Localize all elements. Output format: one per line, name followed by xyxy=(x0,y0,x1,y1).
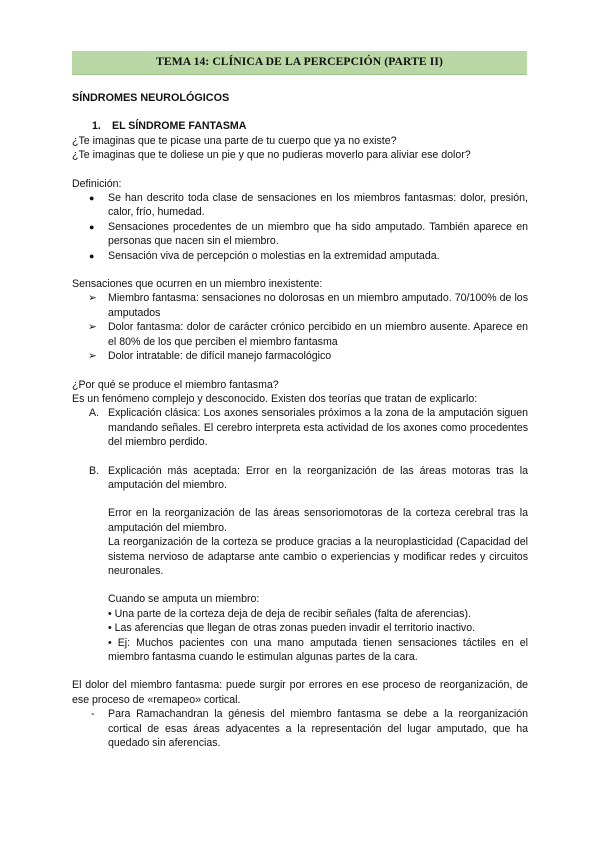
list-item xyxy=(72,220,528,249)
heading-number: 1. xyxy=(92,120,101,133)
list-item xyxy=(72,291,528,320)
list-item xyxy=(72,349,528,363)
bullet-icon: ● xyxy=(89,250,95,261)
list-item xyxy=(72,191,528,220)
arrow-icon: ➢ xyxy=(88,321,97,334)
intro-question: ¿Te imaginas que te picase una parte de tu cuerpo que ya no existe? xyxy=(72,134,397,147)
definition-label: Definición: xyxy=(72,177,122,190)
list-item-text: Explicación clásica: Los axones sensoriales próximos a la zona de la amputación siguen mandando señales. El cerebro interpreta esta actividad de los axones como procedentes del miembro perdido. xyxy=(108,407,528,449)
list-item-text: Dolor intratable: de difícil manejo farmacológico xyxy=(108,350,332,363)
amputation-label: Cuando se amputa un miembro: xyxy=(108,593,260,606)
list-item-text: Explicación más aceptada: Error en la reorganización de las áreas motoras tras la amputación del miembro. xyxy=(108,464,528,491)
list-item-text: Se han descrito toda clase de sensaciones en los miembros fantasmas: dolor, presión, calor, frío, humedad. xyxy=(108,192,528,219)
pain-paragraph: El dolor del miembro fantasma: puede surgir por errores en ese proceso de reorganización, de ese proceso de «remapeo» cortical. xyxy=(72,679,528,706)
intro-question: ¿Te imaginas que te doliese un pie y que no pudieras moverlo para aliviar ese dolor? xyxy=(72,149,471,162)
heading-text: EL SÍNDROME FANTASMA xyxy=(112,120,247,133)
list-letter: A. xyxy=(89,407,100,420)
why-answer: Es un fenómeno complejo y desconocido. Existen dos teorías que tratan de explicarlo: xyxy=(72,392,478,405)
page-title: TEMA 14: CLÍNICA DE LA PERCEPCIÓN (PARTE II) xyxy=(156,55,443,69)
amputation-point: • Una parte de la corteza deja de deja de recibir señales (falta de aferencias). xyxy=(108,607,471,620)
list-item-text: Miembro fantasma: sensaciones no dolorosas en un miembro amputado. 70/100% de los amputados xyxy=(108,292,528,319)
ramachandran-list xyxy=(72,707,528,750)
title-banner xyxy=(72,51,527,75)
explanations-list xyxy=(72,406,528,492)
paragraph: La reorganización de la corteza se produce gracias a la neuroplasticidad (Capacidad del sistema nervioso de adaptarse ante cambio o experiencias y modificar redes y circuitos neuronales. xyxy=(108,536,528,577)
amputation-point: • Ej: Muchos pacientes con una mano amputada tienen sensaciones táctiles en el miembro fantasma cuando le estimulan algunas partes de la cara. xyxy=(108,636,528,663)
document-body xyxy=(72,91,528,750)
why-question: ¿Por qué se produce el miembro fantasma? xyxy=(72,378,279,391)
list-item xyxy=(72,406,528,449)
list-item xyxy=(72,320,528,349)
list-item-text: Sensaciones procedentes de un miembro que ha sido amputado. También aparece en personas que nacen sin el miembro. xyxy=(108,220,528,248)
list-item xyxy=(72,707,528,750)
definition-list xyxy=(72,191,528,263)
arrow-icon: ➢ xyxy=(88,350,97,363)
list-item-text: Sensación viva de percepción o molestias en la extremidad amputada. xyxy=(108,249,440,262)
bullet-icon: ● xyxy=(89,193,95,204)
paragraph: Error en la reorganización de las áreas sensoriomotoras de la corteza cerebral tras la amputación del miembro. xyxy=(108,507,528,534)
section-title: SÍNDROMES NEUROLÓGICOS xyxy=(72,92,230,104)
list-item xyxy=(72,464,528,493)
amputation-point: • Las aferencias que llegan de otras zonas pueden invadir el territorio inactivo. xyxy=(108,622,476,635)
dash-icon: - xyxy=(91,708,95,721)
list-letter: B. xyxy=(89,464,100,477)
list-item-text: Dolor fantasma: dolor de carácter crónico percibido en un miembro ausente. Aparece en el 80% de los que perciben el miembro fantasma xyxy=(108,321,528,348)
arrow-icon: ➢ xyxy=(88,292,97,305)
heading-sindrome-fantasma xyxy=(92,119,528,133)
list-item-text: Para Ramachandran la génesis del miembro fantasma se debe a la reorganización cortical de esas áreas adyacentes a la representación del lugar amputado, que ha quedado sin aferencias. xyxy=(108,708,528,750)
explanation-b-details xyxy=(72,506,528,664)
bullet-icon: ● xyxy=(89,221,95,232)
sensations-label: Sensaciones que ocurren en un miembro inexistente: xyxy=(72,278,323,291)
sensations-list xyxy=(72,291,528,363)
list-item xyxy=(72,249,528,263)
